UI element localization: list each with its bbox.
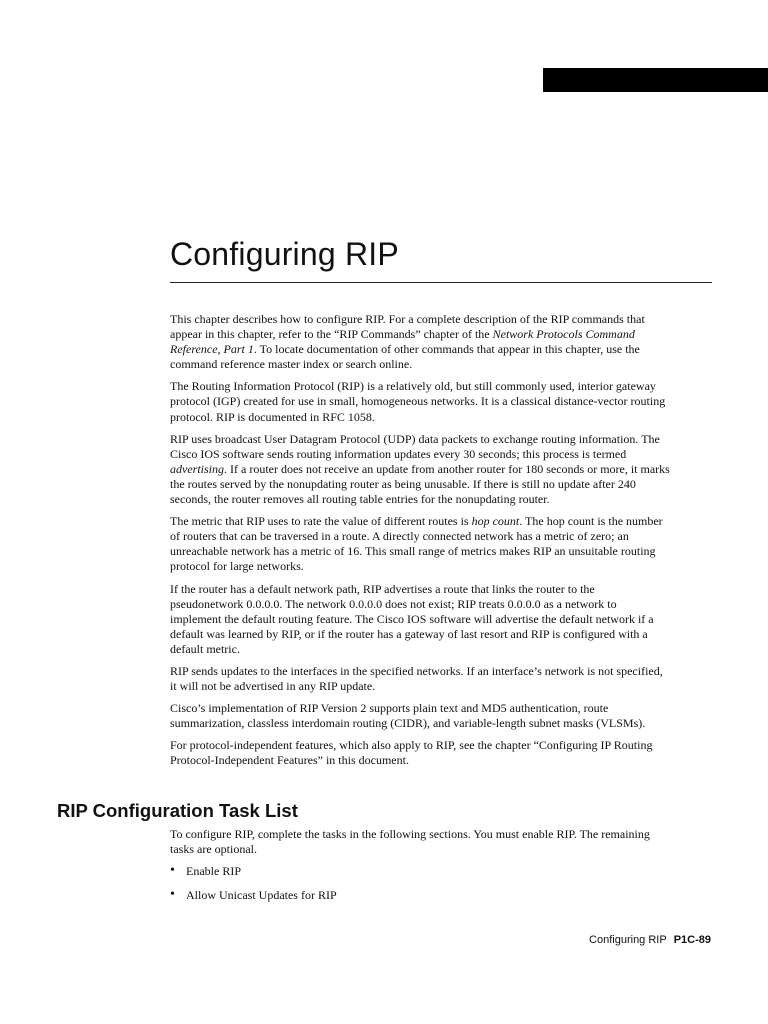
- footer-section: Configuring RIP: [589, 934, 667, 946]
- task-section: [170, 827, 670, 912]
- metric-paragraph: [170, 514, 670, 574]
- udp-text: RIP uses broadcast User Datagram Protocol (UDP) data packets to exchange routing information. The Cisco IOS software sends routing information updates every 30 seconds; this process is termed: [170, 431, 660, 461]
- section-heading: RIP Configuration Task List: [57, 800, 298, 821]
- updates-paragraph: RIP sends updates to the interfaces in the specified networks. If an interface’s network is not specified, it will not be advertised in any RIP update.: [170, 663, 663, 694]
- task-list: [170, 864, 670, 903]
- chapter-title: Configuring RIP: [170, 236, 399, 272]
- page-footer: [589, 934, 711, 946]
- rip-overview-paragraph: The Routing Information Protocol (RIP) is a relatively old, but still commonly used, interior gateway protocol (IGP) created for use in small, homogeneous networks. It is a classical distance-vector routing protocol. RIP is documented in RFC 1058.: [170, 379, 666, 424]
- udp-text-cont: . If a router does not receive an update from another router for 180 seconds or more, it marks the routes served by the nonupdating router as being unusable. If there is still no update after 240 seconds, the router removes all routing table entries for the nonupdating router.: [170, 461, 670, 507]
- protocol-independent-paragraph: For protocol-independent features, which also apply to RIP, see the chapter “Configuring IP Routing Protocol-Independent Features” in this document.: [170, 738, 653, 768]
- rip-udp-paragraph: [170, 432, 670, 507]
- task-intro: To configure RIP, complete the tasks in the following sections. You must enable RIP. The remaining tasks are optional.: [170, 827, 650, 857]
- bullet-icon: •: [170, 863, 175, 879]
- task-item-unicast-updates: [170, 888, 670, 903]
- task-item-label: Allow Unicast Updates for RIP: [186, 888, 337, 903]
- metric-text-cont: . The hop count is the number of routers that can be traversed in a route. A directly connected network has a metric of zero; an unreachable network has a metric of 16. This small range of metrics makes RIP an unsuitable routing protocol for large networks.: [170, 514, 663, 574]
- term-advertising: advertising: [170, 461, 224, 476]
- chapter-body: [170, 312, 670, 776]
- metric-text: The metric that RIP uses to rate the value of different routes is: [170, 514, 472, 529]
- intro-text-cont: . To locate documentation of other commands that appear in this chapter, use the command reference master index or search online.: [170, 342, 640, 372]
- ripv2-paragraph: Cisco’s implementation of RIP Version 2 supports plain text and MD5 authentication, route summarization, classless interdomain routing (CIDR), and variable-length subnet masks (VLSMs).: [170, 701, 646, 731]
- page-number: P1C-89: [673, 934, 711, 946]
- task-item-enable-rip: [170, 864, 670, 879]
- task-item-label: Enable RIP: [186, 864, 241, 879]
- title-rule: [170, 282, 712, 283]
- bullet-icon: •: [170, 887, 175, 903]
- reference-title: Network Protocols Command Reference, Part 1: [170, 327, 635, 357]
- intro-paragraph: [170, 312, 670, 372]
- default-route-paragraph: If the router has a default network path, RIP advertises a route that links the router to the pseudonetwork 0.0.0.0. The network 0.0.0.0 does not exist; RIP treats 0.0.0.0 as a network to implement the default routing feature. The Cisco IOS software will advertise the default network if a default was learned by RIP, or if the router has a gateway of last resort and RIP is configured with a default metric.: [170, 581, 654, 656]
- intro-text: This chapter describes how to configure RIP. For a complete description of the RIP commands that appear in this chapter, refer to the “RIP Commands” chapter of the: [170, 312, 645, 342]
- chapter-tab-bar: [543, 68, 768, 92]
- term-hop-count: hop count: [471, 514, 520, 529]
